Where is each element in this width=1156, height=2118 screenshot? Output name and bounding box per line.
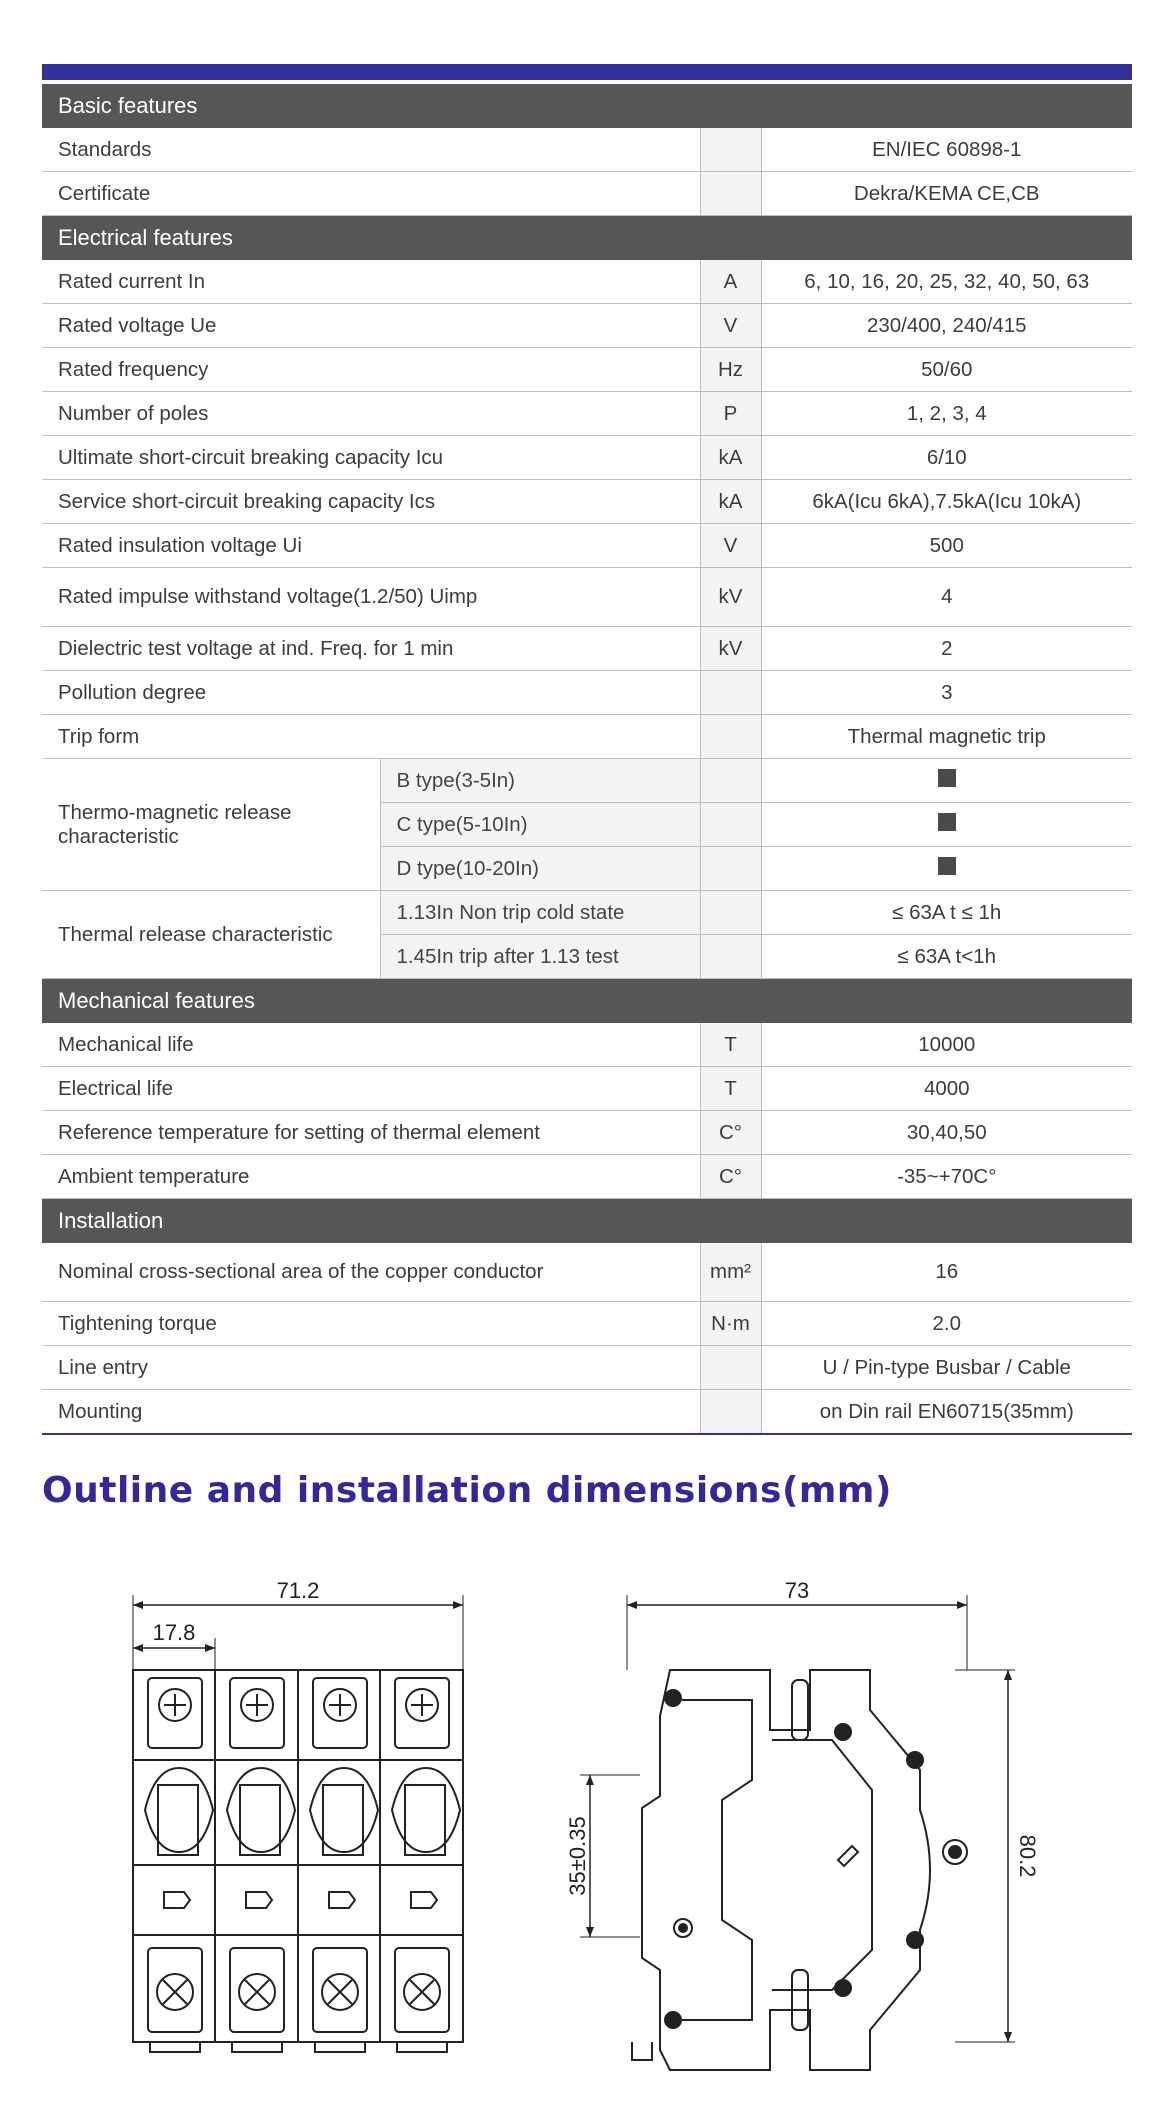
row-value: 2: [761, 627, 1132, 671]
table-row: [42, 671, 1132, 715]
check-square-icon: [938, 769, 956, 787]
section-title: Basic features: [42, 84, 1132, 128]
row-label: Standards: [42, 128, 700, 172]
row-value: 10000: [761, 1023, 1132, 1067]
top-accent-bar: [42, 64, 1132, 80]
sub-label: D type(10-20In): [380, 847, 700, 891]
dimension-drawing: [0, 1560, 1156, 2100]
row-unit: [700, 847, 761, 891]
table-row: [42, 260, 1132, 304]
row-unit: kA: [700, 480, 761, 524]
row-label: Mechanical life: [42, 1023, 700, 1067]
table-row: [42, 627, 1132, 671]
row-label: Rated voltage Ue: [42, 304, 700, 348]
dim-pole-width: 17.8: [152, 1620, 196, 1645]
row-value: ≤ 63A t ≤ 1h: [761, 891, 1132, 935]
table-row: [42, 1302, 1132, 1346]
row-unit: V: [700, 304, 761, 348]
table-row: [42, 568, 1132, 627]
row-unit: kV: [700, 627, 761, 671]
table-row: [42, 1155, 1132, 1199]
row-label: Trip form: [42, 715, 700, 759]
dim-front-width: 71.2: [276, 1578, 320, 1603]
section-basic: [42, 84, 1132, 128]
table-row: [42, 304, 1132, 348]
section-installation: [42, 1199, 1132, 1244]
row-label: Mounting: [42, 1390, 700, 1435]
row-value: U / Pin-type Busbar / Cable: [761, 1346, 1132, 1390]
row-unit: [700, 1346, 761, 1390]
indicator-windows: [164, 1892, 437, 1908]
row-value: 4: [761, 568, 1132, 627]
section-electrical: [42, 216, 1132, 261]
row-label: Reference temperature for setting of thermal element: [42, 1111, 700, 1155]
row-unit: C°: [700, 1155, 761, 1199]
row-value: 2.0: [761, 1302, 1132, 1346]
table-row: [42, 891, 1132, 935]
row-label: Service short-circuit breaking capacity Ics: [42, 480, 700, 524]
row-value: [761, 847, 1132, 891]
row-value: on Din rail EN60715(35mm): [761, 1390, 1132, 1435]
row-value: -35~+70C°: [761, 1155, 1132, 1199]
handle-section: [145, 1768, 460, 1855]
sub-label: 1.45In trip after 1.13 test: [380, 935, 700, 979]
row-unit: mm²: [700, 1243, 761, 1302]
row-unit: [700, 172, 761, 216]
outline-title: Outline and installation dimensions(mm): [42, 1470, 892, 1511]
row-label: Dielectric test voltage at ind. Freq. for 1 min: [42, 627, 700, 671]
table-row: [42, 1111, 1132, 1155]
section-title: Mechanical features: [42, 979, 1132, 1024]
table-row: [42, 480, 1132, 524]
row-value: Dekra/KEMA CE,CB: [761, 172, 1132, 216]
row-label: Rated current In: [42, 260, 700, 304]
row-unit: [700, 671, 761, 715]
section-title: Installation: [42, 1199, 1132, 1244]
row-label: Number of poles: [42, 392, 700, 436]
row-unit: [700, 715, 761, 759]
spec-table: [42, 84, 1132, 1435]
row-value: ≤ 63A t<1h: [761, 935, 1132, 979]
table-row: [42, 436, 1132, 480]
dim-height: 80.2: [1015, 1834, 1040, 1878]
row-value: 4000: [761, 1067, 1132, 1111]
row-unit: T: [700, 1023, 761, 1067]
row-value: 500: [761, 524, 1132, 568]
table-row: [42, 715, 1132, 759]
front-view-drawing: [133, 1595, 463, 2052]
row-value: 6kA(Icu 6kA),7.5kA(Icu 10kA): [761, 480, 1132, 524]
row-unit: kA: [700, 436, 761, 480]
row-label: Electrical life: [42, 1067, 700, 1111]
row-value: 1, 2, 3, 4: [761, 392, 1132, 436]
sub-label: C type(5-10In): [380, 803, 700, 847]
row-label: Certificate: [42, 172, 700, 216]
table-row: [42, 392, 1132, 436]
row-value: 3: [761, 671, 1132, 715]
row-label: Line entry: [42, 1346, 700, 1390]
table-row: [42, 1390, 1132, 1435]
row-value: 50/60: [761, 348, 1132, 392]
table-row: [42, 1346, 1132, 1390]
table-row: [42, 1023, 1132, 1067]
row-unit: P: [700, 392, 761, 436]
row-unit: kV: [700, 568, 761, 627]
row-unit: C°: [700, 1111, 761, 1155]
section-mechanical: [42, 979, 1132, 1024]
dim-side-depth: 73: [784, 1578, 810, 1603]
side-view-drawing: [580, 1595, 1015, 2070]
row-unit: N·m: [700, 1302, 761, 1346]
sub-label: B type(3-5In): [380, 759, 700, 803]
table-row: [42, 348, 1132, 392]
section-title: Electrical features: [42, 216, 1132, 261]
row-label: Rated insulation voltage Ui: [42, 524, 700, 568]
row-unit: Hz: [700, 348, 761, 392]
row-value: EN/IEC 60898-1: [761, 128, 1132, 172]
row-value: 6, 10, 16, 20, 25, 32, 40, 50, 63: [761, 260, 1132, 304]
table-row: [42, 1067, 1132, 1111]
table-row: [42, 1243, 1132, 1302]
table-row: [42, 128, 1132, 172]
row-label: Nominal cross-sectional area of the copper conductor: [42, 1243, 700, 1302]
row-value: [761, 803, 1132, 847]
row-unit: [700, 891, 761, 935]
table-row: [42, 172, 1132, 216]
row-value: 230/400, 240/415: [761, 304, 1132, 348]
row-label: Thermo-magnetic release characteristic: [42, 759, 380, 891]
row-unit: [700, 759, 761, 803]
row-label: Rated impulse withstand voltage(1.2/50) Uimp: [42, 568, 700, 627]
row-unit: T: [700, 1067, 761, 1111]
row-value: Thermal magnetic trip: [761, 715, 1132, 759]
row-unit: [700, 1390, 761, 1435]
row-value: [761, 759, 1132, 803]
row-unit: [700, 803, 761, 847]
check-square-icon: [938, 813, 956, 831]
table-row: [42, 524, 1132, 568]
row-label: Rated frequency: [42, 348, 700, 392]
row-unit: [700, 128, 761, 172]
row-value: 6/10: [761, 436, 1132, 480]
row-label: Thermal release characteristic: [42, 891, 380, 979]
row-unit: V: [700, 524, 761, 568]
sub-label: 1.13In Non trip cold state: [380, 891, 700, 935]
check-square-icon: [938, 857, 956, 875]
row-label: Ambient temperature: [42, 1155, 700, 1199]
dim-rail: 35±0.35: [565, 1816, 590, 1896]
row-label: Tightening torque: [42, 1302, 700, 1346]
row-label: Pollution degree: [42, 671, 700, 715]
table-row: [42, 759, 1132, 803]
row-unit: [700, 935, 761, 979]
row-value: 16: [761, 1243, 1132, 1302]
row-label: Ultimate short-circuit breaking capacity Icu: [42, 436, 700, 480]
row-unit: A: [700, 260, 761, 304]
row-value: 30,40,50: [761, 1111, 1132, 1155]
